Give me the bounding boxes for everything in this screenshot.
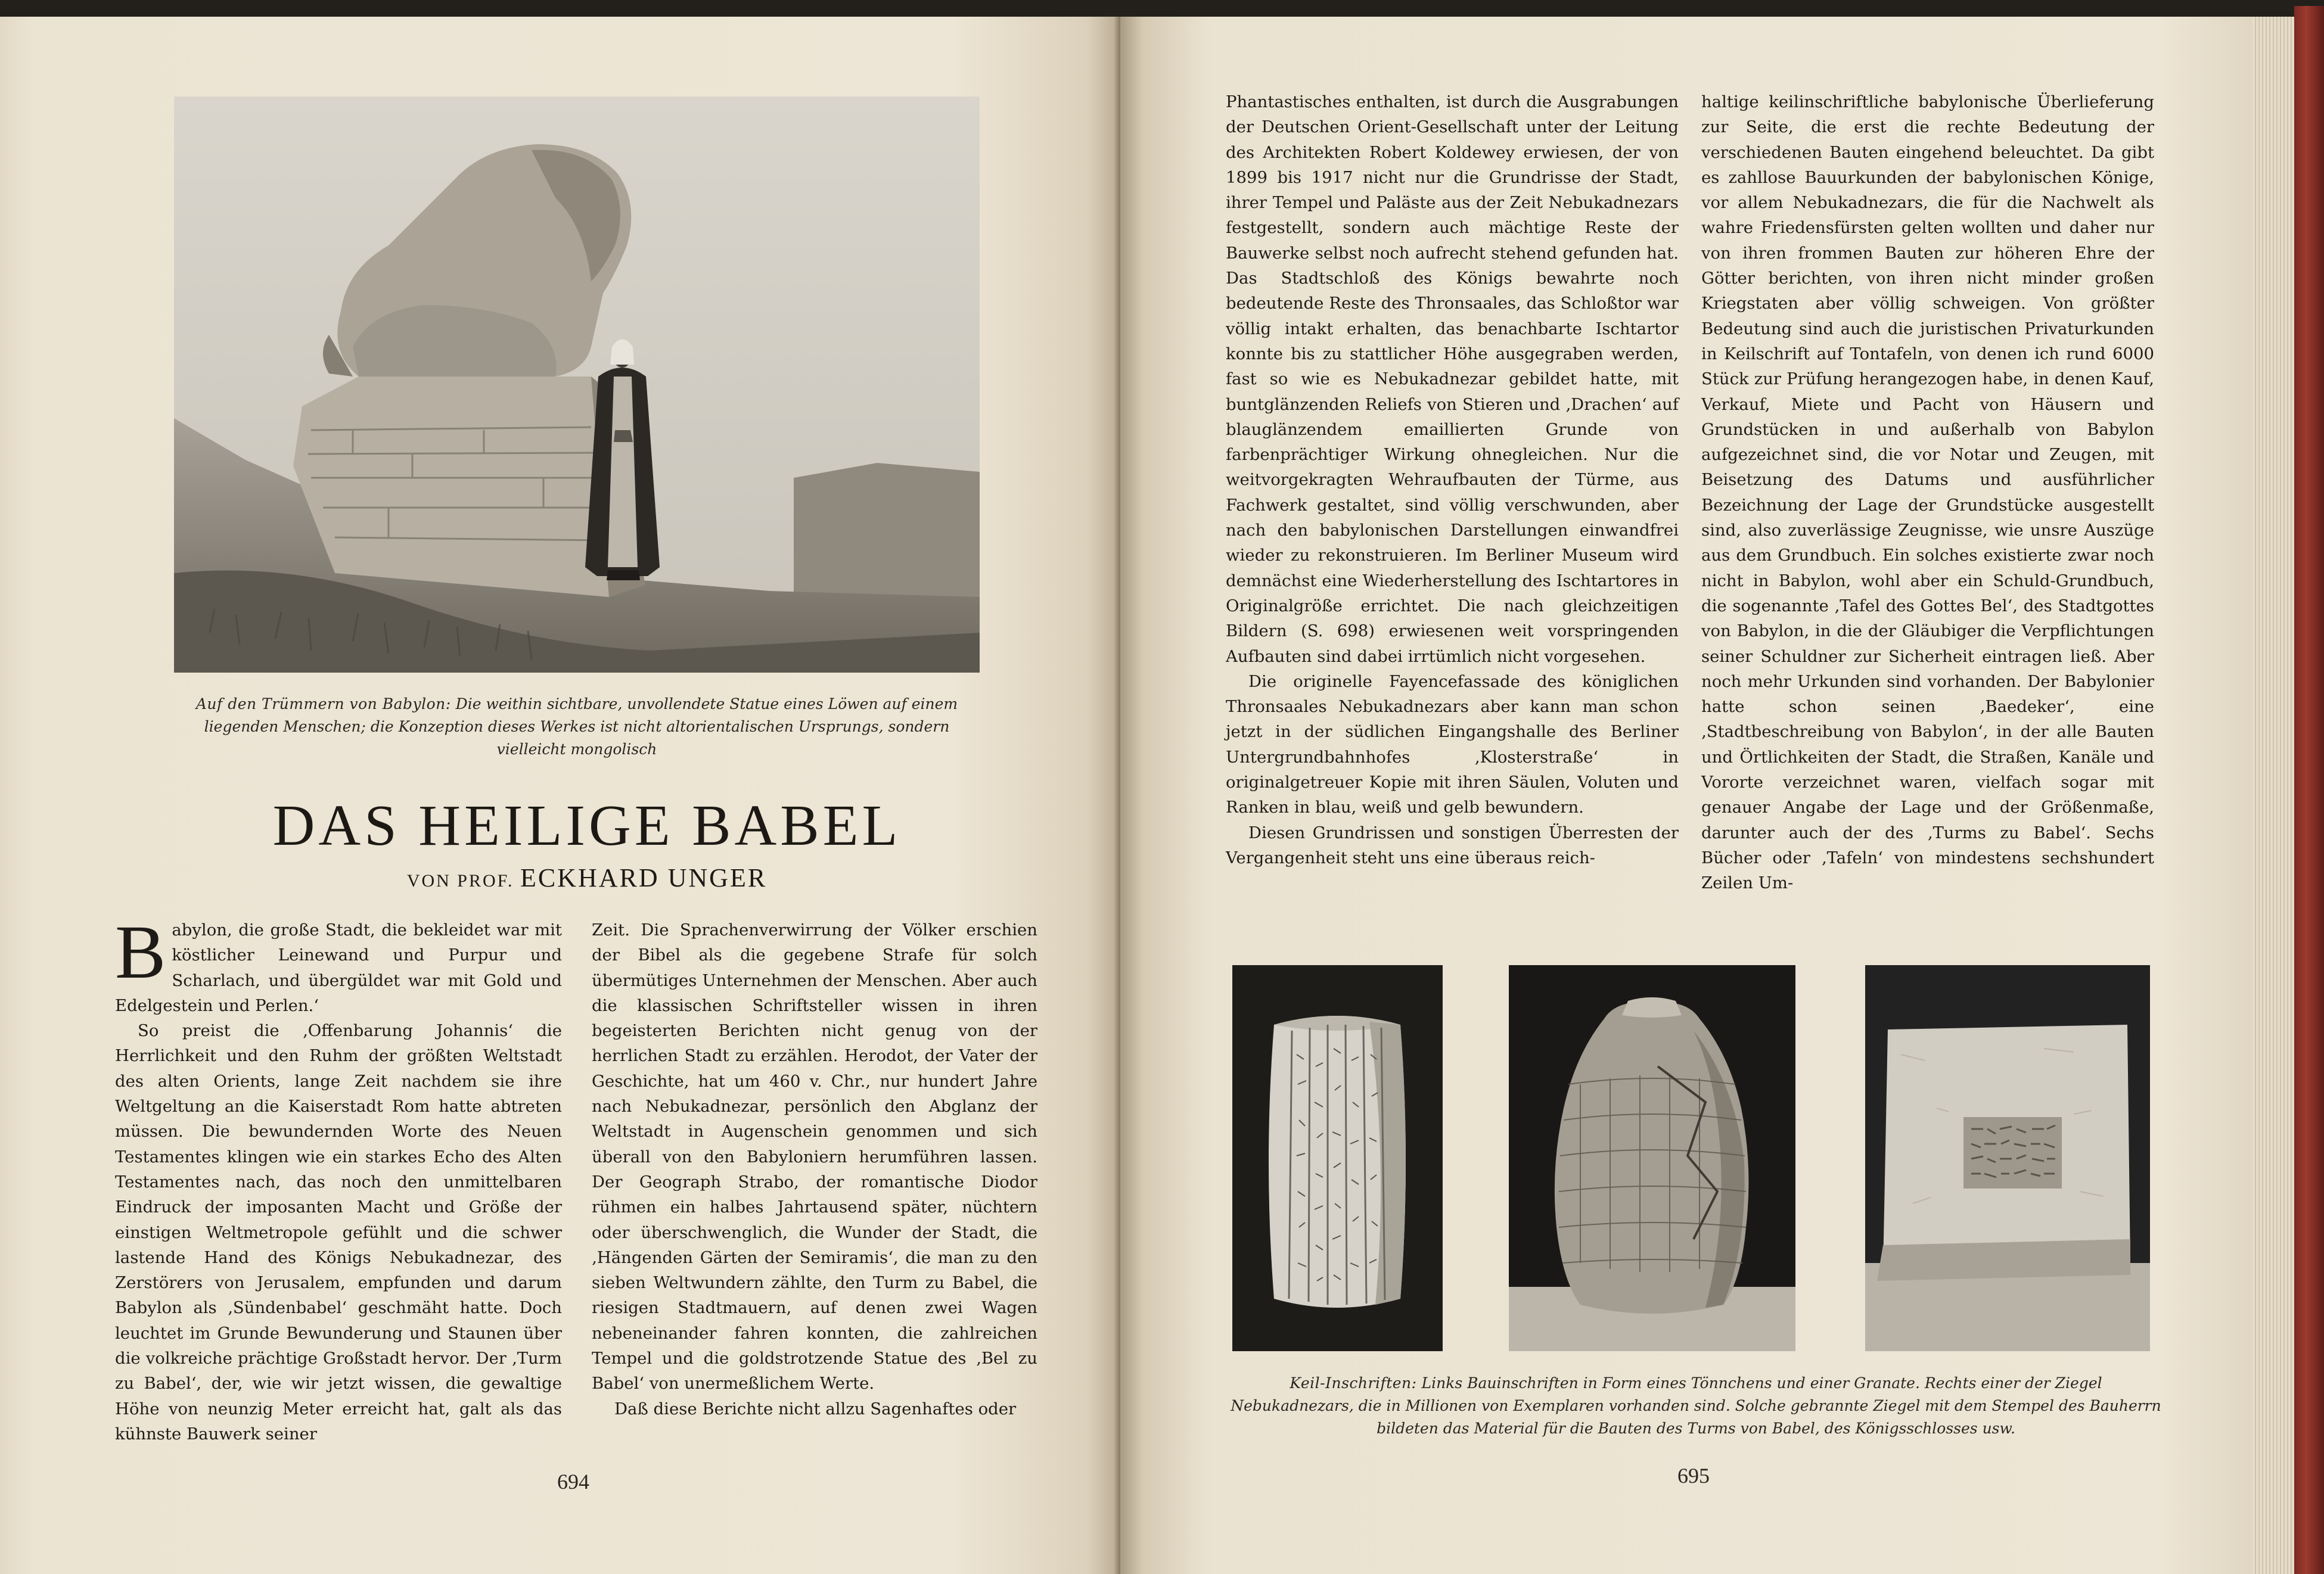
article-title: DAS HEILIGE BABEL <box>272 794 902 858</box>
paragraph: haltige keilinschriftliche babylonische Überlieferung zur Seite, die erst die rechte Bedeutung der verschiedenen Bauten eingehend beleuchtet. Da gibt es zahllose Bauurkunden der babylonischen Könige, vor allem Nebukadnezars, die für die Nachwelt als wahre Friedensfürsten gelten wollten und daher nur von ihren frommen Bauten zur höheren Ehre der Götter berichten, von ihren nicht minder großen Kriegstaten aber völlig schweigen. Von größter Bedeutung sind auch die juristischen Privaturkunden in Keilschrift auf Tontafeln, von denen ich rund 6000 Stück zur Prüfung herangezogen habe, in denen Kauf, Verkauf, Miete und Pacht von Häusern und Grundstücken in und außerhalb von Babylon aufgezeichnet sind, die vor Notar und Zeugen, mit Beisetzung des Datums und ausführlicher Bezeichnung der Lage der Grundstücke ausgestellt sind, also zuverlässige Zeugnisse, wie unsre Auszüge aus dem Grundbuch. Ein solches existierte zwar noch nicht in Babylon, wohl aber ein Schuld-Grundbuch, die sogenannte ‚Tafel des Gottes Bel‘, des Stadtgottes von Babylon, in die der Gläubiger die Verpflichtungen seiner Schuldner zur Sicherheit eintragen ließ. Aber noch mehr Urkunden sind vorhanden. Der Babylonier hatte schon seinen ‚Baedeker‘, eine ‚Stadtbeschreibung von Babylon‘, in der alle Bauten und Örtlichkeiten der Stadt, die Straßen, Kanäle und Vororte verzeichnet waren, vielfach sogar mit genauer Angabe der Lage und der Größenmaße, darunter auch der des ‚Turms zu Babel‘. Sechs Bücher oder ‚Tafeln‘ von mindestens sechshundert Zeilen Um- <box>1701 92 2154 893</box>
lion-photo-caption <box>174 693 980 761</box>
caption-text: Die weithin sichtbare, unvollendete Statue eines Löwen auf einem liegenden Menschen; die Konzeption dieses Werkes ist nicht altorientalischen Ursprungs, sondern vielleicht mongolisch <box>204 695 958 758</box>
page-number-right: 695 <box>1677 1464 1710 1488</box>
paragraph: Phantastisches enthalten, ist durch die Ausgrabungen der Deutschen Orient-Gesellschaft unter der Leitung des Architekten Robert Koldewey erwiesen, der von 1899 bis 1917 nicht nur die Grundrisse der Stadt, ihrer Tempel und Paläste aus der Zeit Nebukadnezars festgestellt, sondern auch mächtige Reste der Bauwerke selbst noch aufrecht stehend gefunden hat. Das Stadtschloß des Königs bewahrte noch bedeutende Reste des Thronsaales, das Schloßtor war völlig intakt erhalten, das benachbarte Ischtartor konnte bis zu stattlicher Höhe ausgegraben werden, fast so wie es Nebukadnezar gebildet hatte, mit buntglänzenden Reliefs von Stieren und ‚Drachen‘ auf blauglänzendem emaillierten Grunde von farbenprächtiger Wirkung ohnegleichen. Nur die weitvorgekragten Wehraufbauten der Türme, aus Fachwerk gestaltet, sind völlig verschwunden, aber nach den babylonischen Darstellungen einwandfrei wieder zu rekonstruieren. Im Berliner Museum wird demnächst eine Wiederherstellung des Ischtartores in Originalgröße errichtet. Die nach gleichzeitigen Bildern (S. 698) erwiesenen weit vorspringenden Aufbauten sind dabei irrtümlich nicht vorgesehen. <box>1226 92 1679 666</box>
byline-author: ECKHARD UNGER <box>520 863 768 892</box>
lion-of-babylon-photo <box>174 97 980 673</box>
caption-lead: Keil-Inschriften: <box>1290 1374 1417 1392</box>
left-column-2 <box>592 917 1037 1421</box>
book-cover-edge <box>2294 6 2324 1574</box>
right-column-1 <box>1226 89 1679 870</box>
caption-text: Links Bauinschriften in Form eines Tönnchens und einer Granate. Rechts einer der Ziegel Nebukadnezars, die in Millionen von Exemplaren vorhanden sind. Solche gebrannte Ziegel mit dem Stempel des Bauherrn bildeten das Material für die Bauten des Turms von Babel, des Königsschlosses usw. <box>1231 1374 2161 1437</box>
artifacts-caption <box>1229 1372 2163 1440</box>
drop-cap: B <box>115 910 166 994</box>
paragraph: abylon, die große Stadt, die bekleidet war mit köstlicher Leinewand und Purpur und Scharlach, und übergüldet war mit Gold und Edelgestein und Perlen.‘ <box>115 920 562 1015</box>
caption-lead: Auf den Trümmern von Babylon: <box>195 695 451 713</box>
right-column-2 <box>1701 89 2154 896</box>
left-column-1 <box>115 910 562 1447</box>
paragraph: Zeit. Die Sprachenverwirrung der Völker erschien der Bibel als die gegebene Strafe für solch übermütiges Unternehmen der Menschen. Aber auch die klassischen Schriftsteller wissen in ihren begeisterten Berichten nicht genug von der herrlichen Stadt zu erzählen. Herodot, der Vater der Geschichte, hat um 460 v. Chr., nur hundert Jahre nach Nebukadnezar, persönlich den Abglanz der Weltstadt in Augenschein genommen und sich überall von den Babyloniern herumführen lassen. Der Geograph Strabo, der romantische Diodor rühmen ein halbes Jahrtausend später, nüchtern oder überschwenglich, die Wunder der Stadt, die ‚Hängenden Gärten der Semiramis‘, die man zu den sieben Weltwundern zählte, den Turm zu Babel, die riesigen Stadtmauern, auf denen zwei Wagen nebeneinander fahren konnten, die zahlreichen Tempel und die goldstrotzende Statue des ‚Bel zu Babel‘ von unermeßlichem Werte. <box>592 920 1037 1393</box>
stamped-brick-photo <box>1865 965 2150 1351</box>
cuneiform-cylinder-photo <box>1232 965 1443 1351</box>
cuneiform-cone-photo <box>1509 965 1795 1351</box>
top-dark-edge <box>0 0 2324 17</box>
paragraph: Daß diese Berichte nicht allzu Sagenhaftes oder <box>614 1399 1017 1419</box>
byline <box>173 863 1001 893</box>
paragraph: So preist die ‚Offenbarung Johannis‘ die Herrlichkeit und den Ruhm der größten Weltstadt des alten Orients, lange Zeit nachdem sie ihre Weltgeltung an die Kaiserstadt Rom hatte abtreten müssen. Die bewundernden Worte des Neuen Testamentes klingen wie ein starkes Echo des Alten Testamentes nach, das noch den unmittelbaren Eindruck der imposanten Macht und Größe der einstigen Weltmetropole gefühlt und die schwer lastende Hand des Königs Nebukadnezar, des Zerstörers von Jerusalem, empfunden und darum Babylon als ‚Sündenbabel‘ geschmäht hatte. Doch leuchtet im Grunde Bewunderung und Staunen über die volkreiche prächtige Großstadt hervor. Der ‚Turm zu Babel‘, der, wie wir jetzt wissen, die gewaltige Höhe von neunzig Meter erreicht hat, galt als das kühnste Bauwerk seiner <box>115 1021 562 1444</box>
paragraph: Diesen Grundrissen und sonstigen Überresten der Vergangenheit steht uns eine überaus reich- <box>1226 823 1679 867</box>
page-number-left: 694 <box>557 1470 589 1494</box>
page-edges <box>2252 17 2294 1574</box>
byline-prefix: VON PROF. <box>406 871 514 891</box>
paragraph: Die originelle Fayencefassade des königlichen Thronsaales Nebukadnezars aber kann man schon jetzt in der südlichen Eingangshalle des Berliner Untergrundbahnhofes ‚Klosterstraße‘ in originalgetreuer Kopie mit ihren Säulen, Voluten und Ranken in blau, weiß und gelb bewundern. <box>1226 671 1679 817</box>
